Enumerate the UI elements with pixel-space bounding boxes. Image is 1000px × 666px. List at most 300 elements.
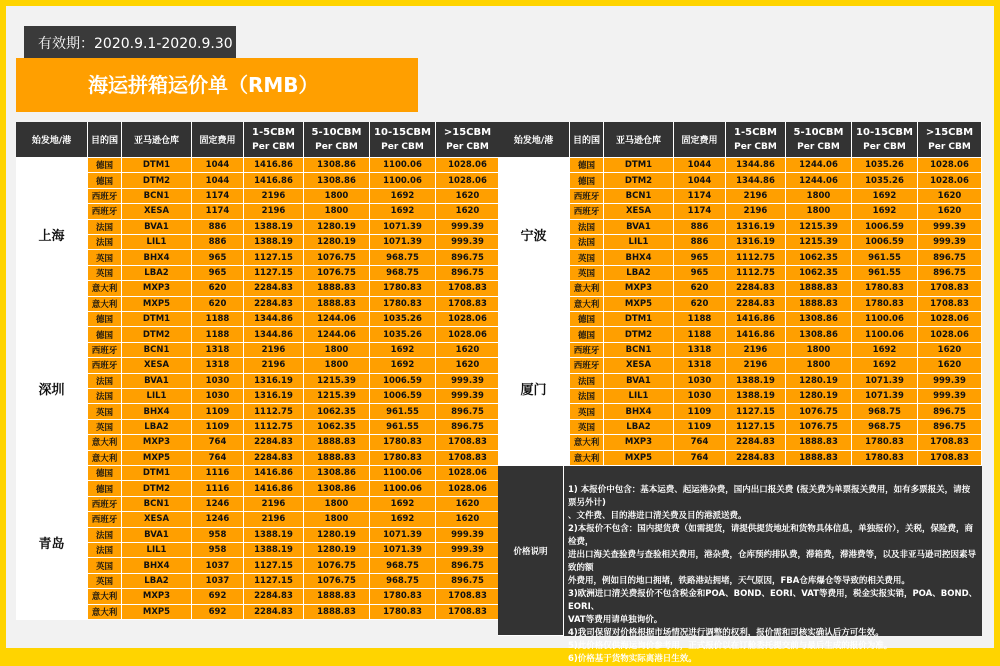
- validity-label: 有效期：2020.9.1-2020.9.30: [24, 26, 236, 62]
- rate-5-10cbm: 1076.75: [786, 420, 852, 435]
- rate-over-15cbm: 1708.83: [918, 297, 982, 312]
- rate-10-15cbm: 1035.26: [852, 173, 918, 188]
- header-tier: [786, 122, 852, 158]
- rate-over-15cbm: 896.75: [436, 266, 500, 281]
- destination-country: 法国: [88, 543, 122, 558]
- tier-unit: Per CBM: [446, 141, 489, 152]
- amazon-warehouse: BHX4: [604, 404, 674, 419]
- tier-range: >15CBM: [925, 126, 974, 138]
- rate-10-15cbm: 968.75: [852, 404, 918, 419]
- rate-5-10cbm: 1076.75: [304, 266, 370, 281]
- rate-over-15cbm: 999.39: [436, 528, 500, 543]
- rate-over-15cbm: 1620: [436, 204, 500, 219]
- amazon-warehouse: LIL1: [122, 389, 192, 404]
- amazon-warehouse: DTM1: [604, 312, 674, 327]
- rate-10-15cbm: 968.75: [370, 250, 436, 265]
- tier-range: >15CBM: [443, 126, 492, 138]
- origin-port: 宁波: [498, 158, 570, 312]
- tier-unit: Per CBM: [315, 141, 358, 152]
- amazon-warehouse: BVA1: [604, 220, 674, 235]
- rate-5-10cbm: 1062.35: [304, 404, 370, 419]
- rate-10-15cbm: 1071.39: [370, 528, 436, 543]
- rate-1-5cbm: 1127.15: [726, 420, 786, 435]
- fixed-fee: 1030: [674, 374, 726, 389]
- rate-over-15cbm: 1620: [436, 358, 500, 373]
- rate-5-10cbm: 1800: [304, 512, 370, 527]
- rate-1-5cbm: 2284.83: [726, 435, 786, 450]
- amazon-warehouse: DTM1: [604, 158, 674, 173]
- fixed-fee: 958: [192, 528, 244, 543]
- rate-10-15cbm: 1692: [370, 497, 436, 512]
- fixed-fee: 620: [674, 281, 726, 296]
- rate-5-10cbm: 1244.06: [786, 173, 852, 188]
- fixed-fee: 764: [674, 435, 726, 450]
- destination-country: 德国: [88, 158, 122, 173]
- amazon-warehouse: BHX4: [604, 250, 674, 265]
- rate-over-15cbm: 896.75: [436, 250, 500, 265]
- fixed-fee: 1109: [192, 420, 244, 435]
- rate-1-5cbm: 1127.15: [244, 266, 304, 281]
- price-notes: [564, 466, 982, 664]
- rate-10-15cbm: 968.75: [370, 558, 436, 573]
- rate-10-15cbm: 968.75: [370, 574, 436, 589]
- amazon-warehouse: LIL1: [122, 235, 192, 250]
- fixed-fee: 764: [192, 435, 244, 450]
- header-warehouse: 亚马逊仓库: [604, 122, 674, 158]
- notes-label: 价格说明: [498, 466, 564, 636]
- rate-5-10cbm: 1280.19: [304, 235, 370, 250]
- rate-5-10cbm: 1800: [304, 204, 370, 219]
- note-line: 、文件费、目的港进口清关费及目的港派送费。: [568, 511, 747, 521]
- amazon-warehouse: MXP5: [122, 605, 192, 620]
- rate-1-5cbm: 1127.15: [726, 404, 786, 419]
- destination-country: 西班牙: [88, 512, 122, 527]
- destination-country: 英国: [570, 266, 604, 281]
- rate-10-15cbm: 1692: [370, 512, 436, 527]
- destination-country: 意大利: [88, 435, 122, 450]
- fixed-fee: 886: [192, 220, 244, 235]
- destination-country: 法国: [570, 220, 604, 235]
- rate-10-15cbm: 1780.83: [370, 297, 436, 312]
- rate-1-5cbm: 1388.19: [726, 374, 786, 389]
- rate-5-10cbm: 1800: [304, 497, 370, 512]
- amazon-warehouse: MXP3: [604, 435, 674, 450]
- rate-over-15cbm: 999.39: [436, 235, 500, 250]
- destination-country: 西班牙: [88, 204, 122, 219]
- rate-1-5cbm: 1112.75: [726, 266, 786, 281]
- rate-10-15cbm: 961.55: [370, 420, 436, 435]
- rate-10-15cbm: 1692: [370, 343, 436, 358]
- destination-country: 意大利: [88, 281, 122, 296]
- destination-country: 英国: [570, 404, 604, 419]
- fixed-fee: 1109: [192, 404, 244, 419]
- destination-country: 西班牙: [88, 358, 122, 373]
- fixed-fee: 1188: [674, 327, 726, 342]
- rate-over-15cbm: 1028.06: [436, 481, 500, 496]
- rate-5-10cbm: 1308.86: [304, 481, 370, 496]
- origin-port: 厦门: [498, 312, 570, 466]
- rate-over-15cbm: 1708.83: [436, 605, 500, 620]
- rate-over-15cbm: 1028.06: [918, 327, 982, 342]
- rate-over-15cbm: 896.75: [918, 420, 982, 435]
- rate-5-10cbm: 1076.75: [304, 558, 370, 573]
- rate-over-15cbm: 1620: [436, 343, 500, 358]
- destination-country: 法国: [88, 374, 122, 389]
- destination-country: 德国: [570, 158, 604, 173]
- amazon-warehouse: BCN1: [122, 189, 192, 204]
- rate-1-5cbm: 2284.83: [244, 281, 304, 296]
- rate-over-15cbm: 1708.83: [436, 435, 500, 450]
- header-fixed: 固定费用: [674, 122, 726, 158]
- rate-5-10cbm: 1800: [786, 204, 852, 219]
- rate-over-15cbm: 1028.06: [436, 173, 500, 188]
- amazon-warehouse: MXP3: [604, 281, 674, 296]
- rate-1-5cbm: 1388.19: [244, 235, 304, 250]
- rate-over-15cbm: 896.75: [918, 250, 982, 265]
- rate-5-10cbm: 1280.19: [304, 528, 370, 543]
- rate-1-5cbm: 1344.86: [726, 173, 786, 188]
- rate-5-10cbm: 1308.86: [786, 327, 852, 342]
- rate-over-15cbm: 999.39: [436, 374, 500, 389]
- rate-1-5cbm: 2196: [244, 189, 304, 204]
- rate-10-15cbm: 1035.26: [370, 327, 436, 342]
- rate-1-5cbm: 2196: [244, 204, 304, 219]
- destination-country: 法国: [88, 235, 122, 250]
- rate-5-10cbm: 1800: [304, 358, 370, 373]
- rate-1-5cbm: 1127.15: [244, 250, 304, 265]
- rate-10-15cbm: 1100.06: [370, 173, 436, 188]
- fixed-fee: 965: [674, 266, 726, 281]
- rate-5-10cbm: 1888.83: [304, 589, 370, 604]
- rate-5-10cbm: 1280.19: [786, 374, 852, 389]
- fixed-fee: 1116: [192, 466, 244, 481]
- rate-over-15cbm: 1708.83: [918, 451, 982, 466]
- destination-country: 英国: [88, 420, 122, 435]
- rate-table: [16, 122, 982, 664]
- rate-over-15cbm: 999.39: [436, 389, 500, 404]
- rate-10-15cbm: 1100.06: [370, 158, 436, 173]
- rate-5-10cbm: 1308.86: [786, 312, 852, 327]
- rate-1-5cbm: 1127.15: [244, 574, 304, 589]
- destination-country: 英国: [570, 250, 604, 265]
- destination-country: 德国: [570, 173, 604, 188]
- rate-5-10cbm: 1888.83: [786, 451, 852, 466]
- rate-5-10cbm: 1308.86: [304, 158, 370, 173]
- rate-10-15cbm: 1780.83: [852, 451, 918, 466]
- rate-over-15cbm: 1620: [918, 204, 982, 219]
- rate-5-10cbm: 1888.83: [786, 435, 852, 450]
- rate-5-10cbm: 1215.39: [304, 374, 370, 389]
- rate-over-15cbm: 1620: [918, 189, 982, 204]
- rate-10-15cbm: 1035.26: [852, 158, 918, 173]
- destination-country: 意大利: [570, 281, 604, 296]
- amazon-warehouse: MXP3: [122, 281, 192, 296]
- rate-1-5cbm: 1416.86: [244, 173, 304, 188]
- rate-over-15cbm: 1708.83: [436, 281, 500, 296]
- destination-country: 德国: [570, 312, 604, 327]
- amazon-warehouse: MXP3: [122, 435, 192, 450]
- tier-range: 1-5CBM: [734, 126, 777, 138]
- rate-over-15cbm: 896.75: [436, 404, 500, 419]
- fixed-fee: 764: [192, 451, 244, 466]
- fixed-fee: 1037: [192, 558, 244, 573]
- tier-range: 10-15CBM: [856, 126, 913, 138]
- rate-1-5cbm: 2284.83: [726, 297, 786, 312]
- destination-country: 西班牙: [88, 343, 122, 358]
- amazon-warehouse: BVA1: [122, 528, 192, 543]
- rate-10-15cbm: 1780.83: [370, 605, 436, 620]
- amazon-warehouse: DTM2: [604, 327, 674, 342]
- rate-over-15cbm: 999.39: [918, 235, 982, 250]
- header-origin: 始发地/港: [16, 122, 88, 158]
- amazon-warehouse: LIL1: [604, 389, 674, 404]
- header-tier: [436, 122, 500, 158]
- note-line: 3)欧洲进口清关费报价不包含税金和POA、BOND、EORI、VAT等费用，税金实报实销，POA、BOND、EORI、: [568, 589, 978, 612]
- rate-1-5cbm: 2196: [244, 358, 304, 373]
- rate-10-15cbm: 1692: [852, 358, 918, 373]
- destination-country: 法国: [88, 220, 122, 235]
- rate-10-15cbm: 1692: [370, 189, 436, 204]
- rate-10-15cbm: 1780.83: [370, 451, 436, 466]
- rate-over-15cbm: 1620: [918, 343, 982, 358]
- fixed-fee: 1109: [674, 420, 726, 435]
- rate-5-10cbm: 1062.35: [304, 420, 370, 435]
- destination-country: 法国: [570, 374, 604, 389]
- tier-unit: Per CBM: [928, 141, 971, 152]
- amazon-warehouse: MXP5: [122, 451, 192, 466]
- fixed-fee: 886: [674, 235, 726, 250]
- rate-10-15cbm: 1071.39: [370, 235, 436, 250]
- rate-5-10cbm: 1308.86: [304, 173, 370, 188]
- fixed-fee: 1044: [192, 173, 244, 188]
- rate-10-15cbm: 1100.06: [852, 312, 918, 327]
- fixed-fee: 1044: [192, 158, 244, 173]
- rate-1-5cbm: 2196: [726, 189, 786, 204]
- rate-10-15cbm: 1692: [852, 204, 918, 219]
- rate-1-5cbm: 1316.19: [726, 220, 786, 235]
- amazon-warehouse: BVA1: [122, 374, 192, 389]
- rate-1-5cbm: 1316.19: [244, 389, 304, 404]
- amazon-warehouse: DTM2: [122, 481, 192, 496]
- destination-country: 德国: [570, 327, 604, 342]
- destination-country: 西班牙: [570, 204, 604, 219]
- rate-5-10cbm: 1280.19: [304, 220, 370, 235]
- tier-unit: Per CBM: [797, 141, 840, 152]
- rate-over-15cbm: 1028.06: [436, 466, 500, 481]
- amazon-warehouse: LBA2: [604, 266, 674, 281]
- note-line: 5)此价格仅供海运询价参考用，正式报价以在订舱委托提交前与最后生成的报价为准。: [568, 641, 893, 651]
- rate-10-15cbm: 1780.83: [852, 435, 918, 450]
- destination-country: 意大利: [88, 605, 122, 620]
- fixed-fee: 1188: [192, 327, 244, 342]
- amazon-warehouse: LBA2: [122, 574, 192, 589]
- rate-1-5cbm: 1112.75: [726, 250, 786, 265]
- destination-country: 意大利: [88, 297, 122, 312]
- fixed-fee: 1109: [674, 404, 726, 419]
- amazon-warehouse: BCN1: [604, 343, 674, 358]
- rate-10-15cbm: 961.55: [852, 266, 918, 281]
- rate-10-15cbm: 1006.59: [370, 374, 436, 389]
- amazon-warehouse: MXP5: [122, 297, 192, 312]
- rate-5-10cbm: 1888.83: [304, 435, 370, 450]
- rate-1-5cbm: 1416.86: [244, 481, 304, 496]
- fixed-fee: 1030: [192, 374, 244, 389]
- rate-over-15cbm: 1708.83: [436, 589, 500, 604]
- fixed-fee: 1116: [192, 481, 244, 496]
- rate-1-5cbm: 2284.83: [726, 451, 786, 466]
- rate-1-5cbm: 2196: [244, 343, 304, 358]
- origin-port: 深圳: [16, 312, 88, 466]
- amazon-warehouse: XESA: [604, 358, 674, 373]
- amazon-warehouse: LBA2: [122, 266, 192, 281]
- destination-country: 法国: [88, 389, 122, 404]
- rate-10-15cbm: 961.55: [370, 404, 436, 419]
- rate-1-5cbm: 1388.19: [244, 220, 304, 235]
- rate-1-5cbm: 2196: [726, 343, 786, 358]
- fixed-fee: 1318: [192, 358, 244, 373]
- rate-5-10cbm: 1888.83: [304, 281, 370, 296]
- destination-country: 西班牙: [88, 497, 122, 512]
- destination-country: 西班牙: [570, 343, 604, 358]
- destination-country: 意大利: [88, 589, 122, 604]
- rate-1-5cbm: 1127.15: [244, 558, 304, 573]
- rate-5-10cbm: 1076.75: [304, 574, 370, 589]
- amazon-warehouse: DTM2: [604, 173, 674, 188]
- note-line: 1) 本报价中包含：基本运费、起运港杂费，国内出口报关费 (报关费为单票报关费用，如有多票报关，请按票另外计): [568, 485, 971, 508]
- amazon-warehouse: MXP5: [604, 297, 674, 312]
- rate-over-15cbm: 1708.83: [436, 451, 500, 466]
- fixed-fee: 1044: [674, 173, 726, 188]
- rate-5-10cbm: 1215.39: [786, 235, 852, 250]
- rate-1-5cbm: 2196: [726, 358, 786, 373]
- rate-over-15cbm: 999.39: [918, 374, 982, 389]
- fixed-fee: 1174: [674, 204, 726, 219]
- rate-10-15cbm: 1692: [852, 189, 918, 204]
- note-line: 4)我司保留对价格根据市场情况进行调整的权利，报价需和司核实确认后方可生效。: [568, 628, 884, 638]
- fixed-fee: 764: [674, 451, 726, 466]
- fixed-fee: 1318: [192, 343, 244, 358]
- header-fixed: 固定费用: [192, 122, 244, 158]
- fixed-fee: 1318: [674, 358, 726, 373]
- note-line: 6)价格基于货物实际离港日生效。: [568, 654, 697, 664]
- rate-over-15cbm: 999.39: [436, 220, 500, 235]
- rate-over-15cbm: 999.39: [918, 389, 982, 404]
- rate-5-10cbm: 1800: [786, 189, 852, 204]
- header-tier: [244, 122, 304, 158]
- rate-1-5cbm: 2196: [244, 497, 304, 512]
- fixed-fee: 1246: [192, 497, 244, 512]
- rate-1-5cbm: 1112.75: [244, 404, 304, 419]
- rate-1-5cbm: 2284.83: [244, 435, 304, 450]
- rate-1-5cbm: 2284.83: [726, 281, 786, 296]
- rate-over-15cbm: 1028.06: [918, 312, 982, 327]
- rate-1-5cbm: 2284.83: [244, 297, 304, 312]
- rate-1-5cbm: 1344.86: [244, 327, 304, 342]
- destination-country: 德国: [88, 481, 122, 496]
- rate-1-5cbm: 1388.19: [244, 543, 304, 558]
- rate-over-15cbm: 1028.06: [436, 158, 500, 173]
- rate-5-10cbm: 1215.39: [786, 220, 852, 235]
- rate-1-5cbm: 1416.86: [726, 327, 786, 342]
- fixed-fee: 1318: [674, 343, 726, 358]
- rate-5-10cbm: 1076.75: [304, 250, 370, 265]
- destination-country: 英国: [88, 266, 122, 281]
- tier-unit: Per CBM: [381, 141, 424, 152]
- rate-5-10cbm: 1800: [786, 343, 852, 358]
- rate-5-10cbm: 1800: [304, 343, 370, 358]
- amazon-warehouse: XESA: [122, 512, 192, 527]
- rate-1-5cbm: 2284.83: [244, 589, 304, 604]
- rate-1-5cbm: 1388.19: [726, 389, 786, 404]
- amazon-warehouse: XESA: [122, 358, 192, 373]
- amazon-warehouse: MXP5: [604, 451, 674, 466]
- note-line: VAT等费用请单独询价。: [568, 615, 663, 625]
- rate-1-5cbm: 1416.86: [244, 158, 304, 173]
- destination-country: 意大利: [570, 451, 604, 466]
- rate-over-15cbm: 1028.06: [918, 158, 982, 173]
- destination-country: 德国: [88, 466, 122, 481]
- rate-5-10cbm: 1888.83: [304, 451, 370, 466]
- rate-1-5cbm: 2196: [726, 204, 786, 219]
- rate-10-15cbm: 968.75: [852, 420, 918, 435]
- rate-over-15cbm: 1028.06: [436, 312, 500, 327]
- header-dest: 目的国: [570, 122, 604, 158]
- rate-over-15cbm: 1620: [436, 189, 500, 204]
- rate-5-10cbm: 1308.86: [304, 466, 370, 481]
- tier-range: 5-10CBM: [311, 126, 362, 138]
- destination-country: 西班牙: [88, 189, 122, 204]
- rate-5-10cbm: 1062.35: [786, 266, 852, 281]
- fixed-fee: 1174: [192, 189, 244, 204]
- amazon-warehouse: LIL1: [604, 235, 674, 250]
- destination-country: 法国: [570, 389, 604, 404]
- tier-range: 5-10CBM: [793, 126, 844, 138]
- rate-over-15cbm: 896.75: [436, 574, 500, 589]
- amazon-warehouse: LBA2: [604, 420, 674, 435]
- destination-country: 西班牙: [570, 358, 604, 373]
- header-origin: 始发地/港: [498, 122, 570, 158]
- rate-5-10cbm: 1280.19: [786, 389, 852, 404]
- rate-5-10cbm: 1800: [786, 358, 852, 373]
- destination-country: 德国: [88, 312, 122, 327]
- rate-over-15cbm: 896.75: [436, 558, 500, 573]
- fixed-fee: 620: [192, 281, 244, 296]
- rate-10-15cbm: 1006.59: [852, 220, 918, 235]
- rate-over-15cbm: 1620: [436, 512, 500, 527]
- rate-1-5cbm: 1344.86: [726, 158, 786, 173]
- fixed-fee: 1246: [192, 512, 244, 527]
- note-line: 进出口海关查验费与查验相关费用，港杂费，仓库预约排队费，滞箱费，滞港费等，以及非亚马逊司控因素导致的额: [568, 550, 977, 573]
- rate-5-10cbm: 1244.06: [786, 158, 852, 173]
- rate-over-15cbm: 1028.06: [436, 327, 500, 342]
- rate-over-15cbm: 1708.83: [918, 435, 982, 450]
- rate-1-5cbm: 1416.86: [726, 312, 786, 327]
- rate-5-10cbm: 1888.83: [304, 297, 370, 312]
- amazon-warehouse: BVA1: [122, 220, 192, 235]
- header-warehouse: 亚马逊仓库: [122, 122, 192, 158]
- rate-5-10cbm: 1244.06: [304, 312, 370, 327]
- fixed-fee: 620: [192, 297, 244, 312]
- header-tier: [918, 122, 982, 158]
- rate-10-15cbm: 1071.39: [370, 543, 436, 558]
- fixed-fee: 1030: [192, 389, 244, 404]
- fixed-fee: 1030: [674, 389, 726, 404]
- tier-unit: Per CBM: [734, 141, 777, 152]
- rate-5-10cbm: 1888.83: [304, 605, 370, 620]
- rate-1-5cbm: 1344.86: [244, 312, 304, 327]
- destination-country: 意大利: [88, 451, 122, 466]
- amazon-warehouse: MXP3: [122, 589, 192, 604]
